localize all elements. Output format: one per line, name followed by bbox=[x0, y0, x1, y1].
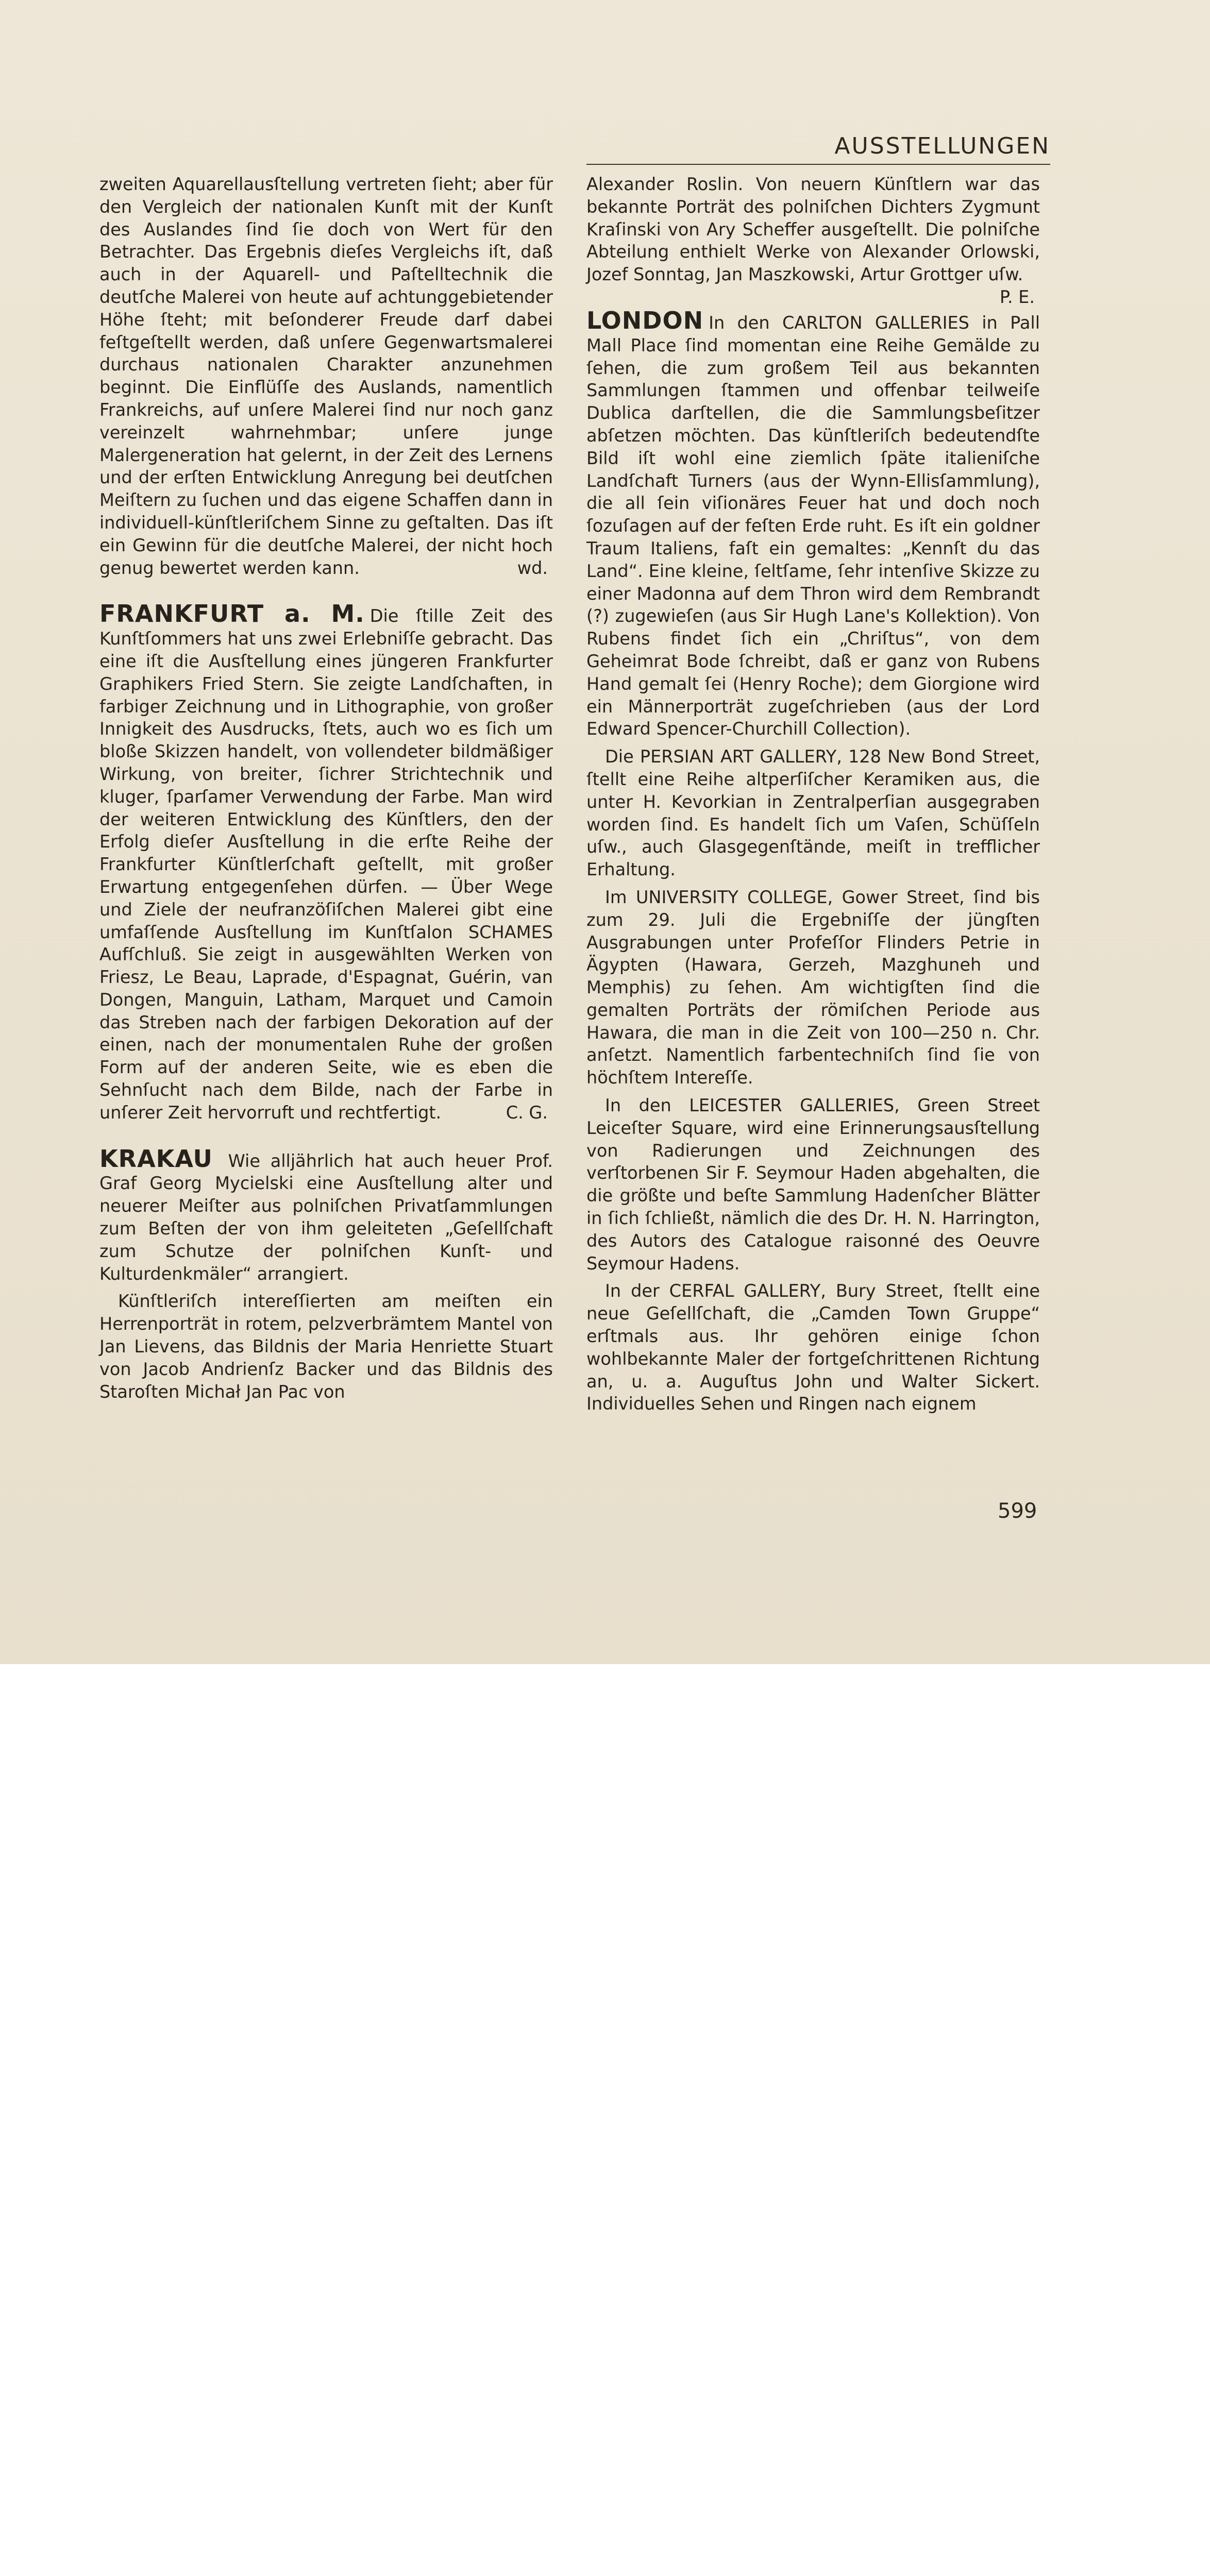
krakau-section bbox=[99, 1144, 553, 1285]
author-signature: P. E. bbox=[999, 286, 1035, 307]
paragraph-text: zweiten Aquarellausſtellung vertreten ſieht; aber für den Vergleich der nationalen Kunſt mit der Kunſt des Auslandes ſind ſie doch von Wert für den Betrachter. Das Ergebnis dieſes Vergleichs iſt, daß auch in der Aquarell- und Paſtelltechnik die deutſche Malerei von heute auf achtunggebietender Höhe ſteht; mit beſonderer Freude darf dabei feſtgeſtellt werden, daß unſere Gegenwartsmalerei durchaus nationalen Charakter anzunehmen beginnt. Die Einflüſſe des Auslands, namentlich Frankreichs, auf unſere Malerei ſind nur noch ganz vereinzelt wahrnehmbar; unſere junge Malergeneration hat gelernt, in der Zeit des Lernens und der erſten Entwicklung Anregung bei deutſchen Meiſtern zu ſuchen und das eigene Schaffen dann in individuell-künſtleriſchem Sinne zu geſtalten. Das iſt ein Gewinn für die deutſche Malerei, der nicht hoch genug bewertet werden kann. bbox=[99, 174, 553, 578]
author-signature: C. G. bbox=[506, 1102, 548, 1123]
page-number: 599 bbox=[998, 1499, 1037, 1523]
paragraph: In der CERFAL GALLERY, Bury Street, ſtellt eine neue Geſellſchaft, die „Camden Town Gruppe“ erſtmals aus. Ihr gehören einige ſchon wohlbekannte Maler der fortgeſchrittenen Richtung an, u. a. Auguſtus John und Walter Sickert. Individuelles Sehen und Ringen nach eignem bbox=[586, 1281, 1040, 1414]
right-column bbox=[586, 173, 1040, 1420]
paragraph: Im UNIVERSITY COLLEGE, Gower Street, ſind bis zum 29. Juli die Ergebniſſe der jüngſten Ausgrabungen unter Profeſſor Flinders Petrie in Ägypten (Hawara, Gerzeh, Mazghuneh und Memphis) zu ſehen. Am wichtigſten ſind die gemalten Porträts der römiſchen Periode aus Hawara, die man in die Zeit von 100—250 n. Chr. anſetzt. Namentlich farbentechniſch ſind ſie von höchſtem Intereſſe. bbox=[586, 887, 1040, 1088]
footer-bar bbox=[0, 1664, 1210, 1756]
paragraph: Die PERSIAN ART GALLERY, 128 New Bond Street, ſtellt eine Reihe altperſiſcher Keramiken aus, die unter H. Kevorkian in Zentralperſian ausgegraben worden ſind. Es handelt ſich um Vaſen, Schüſſeln uſw., auch Glasgegenſtände, meiſt in trefflicher Erhaltung. bbox=[586, 747, 1040, 880]
paragraph-text: In den CARLTON GALLERIES in Pall Mall Place ſind momentan eine Reihe Gemälde zu ſehen, die zum großem Teil aus bekannten Sammlungen ſtammen und offenbar teilweiſe Dublica darſtellen, die die Sammlungsbeſitzer abſetzen möchten. Das künſtleriſch bedeutendſte Bild iſt wohl eine ziemlich ſpäte italieniſche Landſchaft Turners (aus der Wynn-Ellisſammlung), die all ſein viſionäres Feuer hat und doch noch ſozuſagen auf der feſten Erde ruht. Es iſt ein goldner Traum Italiens, faſt ein gemaltes: „Kennſt du das Land“. Eine kleine, ſeltſame, ſehr intenſive Skizze zu einer Madonna auf dem Thron wird dem Rembrandt (?) zugewieſen (aus Sir Hugh Lane's Kollektion). Von Rubens findet ſich ein „Chriſtus“, von dem Geheimrat Bode ſchreibt, daß er ganz von Rubens Hand gemalt ſei (Henry Roche); dem Giorgione wird ein Männerporträt zugeſchrieben (aus der Lord Edward Spencer-Churchill Collection). bbox=[586, 312, 1040, 739]
paragraph-text: Alexander Roslin. Von neuern Künſtlern war das bekannte Porträt des polniſchen Dichters Zygmunt Kraſinski von Ary Scheffer ausgeſtellt. Die polniſche Abteilung enthielt Werke von Alexander Orlowski, Jozef Sonntag, Jan Maszkowski, Artur Grottger uſw. bbox=[586, 174, 1040, 285]
paragraph bbox=[99, 173, 553, 579]
frankfurt-section bbox=[99, 600, 553, 1124]
section-heading-frankfurt: FRANKFURT a. M. bbox=[99, 600, 365, 628]
paragraph-text: Wie alljährlich hat auch heuer Prof. Graf Georg Mycielski eine Ausſtellung alter und neuerer Meiſter aus polniſchen Privatſammlungen zum Beſten der von ihm geleiteten „Geſellſchaft zum Schutze der polniſchen Kunſt- und Kulturdenkmäler“ arrangiert. bbox=[99, 1150, 553, 1284]
paragraph: Künſtleriſch intereſſierten am meiſten ein Herrenporträt in rotem, pelzverbrämtem Mantel von Jan Lievens, das Bildnis der Maria Henriette Stuart von Jacob Andrienſz Backer und das Bildnis des Staroſten Michał Jan Pac von bbox=[99, 1291, 553, 1402]
paragraph bbox=[586, 173, 1040, 307]
author-signature: wd. bbox=[517, 557, 548, 578]
london-section bbox=[586, 306, 1040, 740]
paragraph-text: Die ſtille Zeit des Kunſtſommers hat uns zwei Erlebniſſe gebracht. Das eine iſt die Ausſtellung eines jüngeren Frankfurter Graphikers Fried Stern. Sie zeigte Landſchaften, in farbiger Zeichnung und in Lithographie, von großer Innigkeit des Ausdrucks, ſtets, auch wo es ſich um bloße Skizzen handelt, von vollendeter bildmäßiger Wirkung, von breiter, ſichrer Strichtechnik und kluger, ſparſamer Verwendung der Farbe. Man wird der weiteren Entwicklung des Künſtlers, den der Erfolg dieſer Ausſtellung in die erſte Reihe der Frankfurter Künſtlerſchaft geſtellt, mit großer Erwartung entgegenſehen dürfen. — Über Wege und Ziele der neufranzöſiſchen Malerei gibt eine umfaſſende Ausſtellung im Kunſtſalon SCHAMES Aufſchluß. Sie zeigt in ausgewählten Werken von Friesz, Le Beau, Laprade, d'Espagnat, Guérin, van Dongen, Manguin, Latham, Marquet und Camoin das Streben nach der farbigen Dekoration auf der einen, nach der monumentalen Ruhe der großen Form auf der anderen Seite, wie es eben die Sehnſucht nach dem Bilde, nach der Farbe in unſerer Zeit hervorruft und rechtfertigt. bbox=[99, 606, 553, 1123]
section-heading-london: LONDON bbox=[586, 306, 704, 334]
running-header: AUSSTELLUNGEN bbox=[834, 133, 1050, 159]
header-rule bbox=[586, 164, 1050, 165]
paragraph: In den LEICESTER GALLERIES, Green Street Leiceſter Square, wird eine Erinnerungsausſtellung von Radierungen und Zeichnungen des verſtorbenen Sir F. Seymour Haden abgehalten, die die größte und beſte Sammlung Hadenſcher Blätter in ſich ſchließt, nämlich die des Dr. H. N. Harrington, des Autors des Catalogue raisonné des Oeuvre Seymour Hadens. bbox=[586, 1095, 1040, 1274]
section-heading-krakau: KRAKAU bbox=[99, 1144, 213, 1173]
left-column bbox=[99, 173, 553, 1408]
